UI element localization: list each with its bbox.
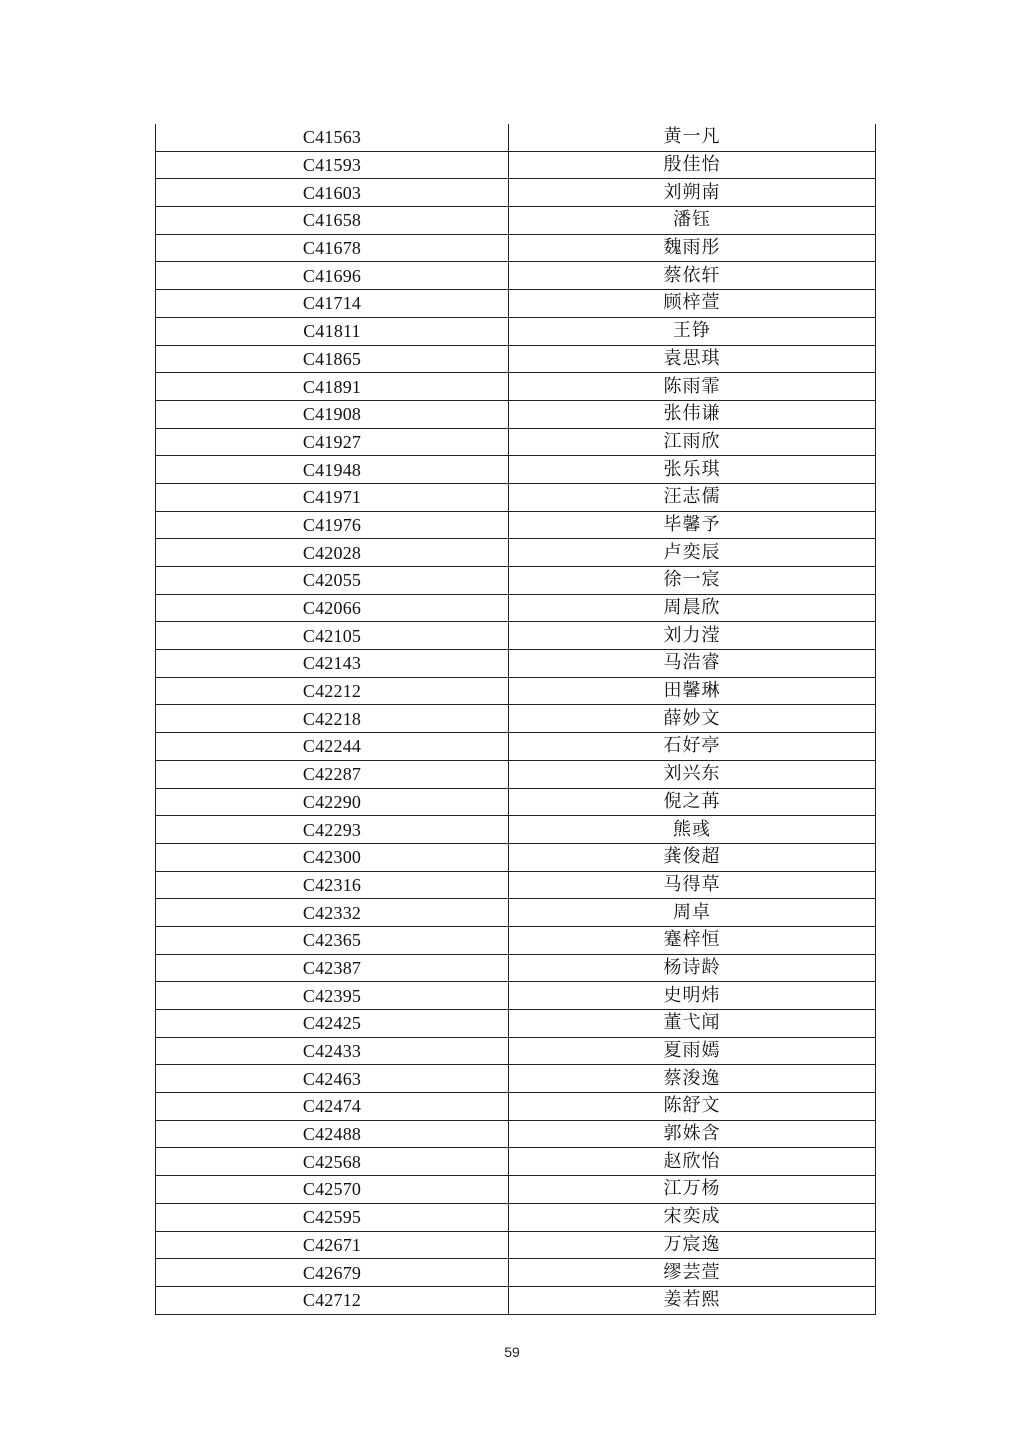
candidate-id-cell: C42387	[156, 954, 509, 982]
table-row	[156, 207, 876, 235]
candidate-id-cell: C42028	[156, 539, 509, 567]
candidate-id-cell: C41658	[156, 207, 509, 235]
candidate-name-cell: 姜若熙	[509, 1286, 876, 1314]
candidate-id-cell: C41908	[156, 400, 509, 428]
candidate-name-cell: 史明炜	[509, 982, 876, 1010]
candidate-name-cell: 蔡浚逸	[509, 1065, 876, 1093]
table-row	[156, 622, 876, 650]
candidate-name-cell: 卢奕辰	[509, 539, 876, 567]
candidate-id-cell: C42365	[156, 926, 509, 954]
table-row	[156, 1010, 876, 1038]
candidate-id-cell: C41563	[156, 124, 509, 151]
candidate-id-cell: C41948	[156, 456, 509, 484]
table-row	[156, 816, 876, 844]
candidate-name-cell: 薛妙文	[509, 705, 876, 733]
candidate-name-cell: 张伟谦	[509, 400, 876, 428]
candidate-name-cell: 黄一凡	[509, 124, 876, 151]
candidate-id-cell: C42316	[156, 871, 509, 899]
candidate-name-cell: 马得草	[509, 871, 876, 899]
candidate-id-cell: C42570	[156, 1176, 509, 1204]
candidate-name-cell: 石好亭	[509, 733, 876, 761]
candidate-id-cell: C42712	[156, 1286, 509, 1314]
table-row	[156, 262, 876, 290]
candidate-id-cell: C41696	[156, 262, 509, 290]
table-row	[156, 1120, 876, 1148]
candidate-name-cell: 田馨琳	[509, 677, 876, 705]
candidate-id-cell: C42300	[156, 843, 509, 871]
table-row	[156, 788, 876, 816]
candidate-name-cell: 倪之苒	[509, 788, 876, 816]
table-row	[156, 843, 876, 871]
candidate-name-cell: 缪芸萱	[509, 1259, 876, 1287]
candidate-id-cell: C42395	[156, 982, 509, 1010]
candidate-name-cell: 赵欣怡	[509, 1148, 876, 1176]
candidate-name-cell: 潘钰	[509, 207, 876, 235]
candidate-name-cell: 夏雨嫣	[509, 1037, 876, 1065]
candidate-name-cell: 陈舒文	[509, 1093, 876, 1121]
candidate-id-cell: C42433	[156, 1037, 509, 1065]
candidate-id-cell: C42218	[156, 705, 509, 733]
candidate-id-cell: C42290	[156, 788, 509, 816]
candidate-name-cell: 刘兴东	[509, 760, 876, 788]
candidate-name-cell: 龚俊超	[509, 843, 876, 871]
table-row	[156, 400, 876, 428]
candidate-name-cell: 徐一宸	[509, 567, 876, 595]
table-row	[156, 428, 876, 456]
table-row	[156, 456, 876, 484]
table-row	[156, 982, 876, 1010]
candidate-id-cell: C42293	[156, 816, 509, 844]
candidate-name-cell: 郭姝含	[509, 1120, 876, 1148]
candidate-name-cell: 马浩睿	[509, 650, 876, 678]
table-row	[156, 1231, 876, 1259]
table-row	[156, 234, 876, 262]
candidate-id-cell: C42488	[156, 1120, 509, 1148]
candidate-name-cell: 王铮	[509, 317, 876, 345]
roster-table-body	[156, 124, 876, 1314]
table-row	[156, 760, 876, 788]
candidate-id-cell: C42212	[156, 677, 509, 705]
candidate-name-cell: 江雨欣	[509, 428, 876, 456]
table-row	[156, 511, 876, 539]
candidate-name-cell: 蹇梓恒	[509, 926, 876, 954]
table-row	[156, 290, 876, 318]
table-row	[156, 705, 876, 733]
candidate-name-cell: 杨诗龄	[509, 954, 876, 982]
table-row	[156, 345, 876, 373]
candidate-id-cell: C42066	[156, 594, 509, 622]
candidate-name-cell: 刘力滢	[509, 622, 876, 650]
candidate-name-cell: 周晨欣	[509, 594, 876, 622]
table-row	[156, 650, 876, 678]
table-row	[156, 733, 876, 761]
candidate-id-cell: C41865	[156, 345, 509, 373]
candidate-id-cell: C41927	[156, 428, 509, 456]
candidate-id-cell: C42143	[156, 650, 509, 678]
table-row	[156, 899, 876, 927]
table-row	[156, 124, 876, 151]
candidate-id-cell: C41603	[156, 179, 509, 207]
candidate-name-cell: 袁思琪	[509, 345, 876, 373]
candidate-name-cell: 宋奕成	[509, 1203, 876, 1231]
candidate-id-cell: C42679	[156, 1259, 509, 1287]
candidate-id-cell: C41593	[156, 151, 509, 179]
table-row	[156, 1037, 876, 1065]
table-row	[156, 594, 876, 622]
candidate-id-cell: C42425	[156, 1010, 509, 1038]
candidate-name-cell: 万宸逸	[509, 1231, 876, 1259]
candidate-id-cell: C41976	[156, 511, 509, 539]
candidate-id-cell: C42463	[156, 1065, 509, 1093]
table-row	[156, 483, 876, 511]
roster-table	[155, 124, 876, 1315]
table-row	[156, 1065, 876, 1093]
candidate-name-cell: 毕馨予	[509, 511, 876, 539]
table-row	[156, 1093, 876, 1121]
candidate-id-cell: C42568	[156, 1148, 509, 1176]
table-row	[156, 1286, 876, 1314]
table-row	[156, 1259, 876, 1287]
candidate-id-cell: C42474	[156, 1093, 509, 1121]
candidate-name-cell: 刘朔南	[509, 179, 876, 207]
candidate-id-cell: C42671	[156, 1231, 509, 1259]
candidate-name-cell: 董弋闻	[509, 1010, 876, 1038]
candidate-name-cell: 魏雨彤	[509, 234, 876, 262]
candidate-name-cell: 蔡依轩	[509, 262, 876, 290]
candidate-id-cell: C41678	[156, 234, 509, 262]
candidate-id-cell: C41811	[156, 317, 509, 345]
candidate-id-cell: C42105	[156, 622, 509, 650]
table-row	[156, 954, 876, 982]
candidate-id-cell: C41971	[156, 483, 509, 511]
candidate-id-cell: C42287	[156, 760, 509, 788]
candidate-name-cell: 江万杨	[509, 1176, 876, 1204]
candidate-id-cell: C42332	[156, 899, 509, 927]
table-row	[156, 871, 876, 899]
table-row	[156, 567, 876, 595]
candidate-name-cell: 周卓	[509, 899, 876, 927]
candidate-name-cell: 张乐琪	[509, 456, 876, 484]
candidate-name-cell: 殷佳怡	[509, 151, 876, 179]
candidate-id-cell: C42055	[156, 567, 509, 595]
candidate-id-cell: C42244	[156, 733, 509, 761]
table-row	[156, 926, 876, 954]
table-row	[156, 539, 876, 567]
table-row	[156, 151, 876, 179]
candidate-name-cell: 陈雨霏	[509, 373, 876, 401]
candidate-id-cell: C41891	[156, 373, 509, 401]
page-number: 59	[504, 1344, 520, 1360]
candidate-name-cell: 熊彧	[509, 816, 876, 844]
table-row	[156, 1203, 876, 1231]
table-row	[156, 1176, 876, 1204]
table-row	[156, 1148, 876, 1176]
candidate-name-cell: 顾梓萱	[509, 290, 876, 318]
candidate-id-cell: C41714	[156, 290, 509, 318]
table-row	[156, 317, 876, 345]
candidate-id-cell: C42595	[156, 1203, 509, 1231]
candidate-name-cell: 汪志儒	[509, 483, 876, 511]
table-row	[156, 677, 876, 705]
table-row	[156, 373, 876, 401]
table-row	[156, 179, 876, 207]
